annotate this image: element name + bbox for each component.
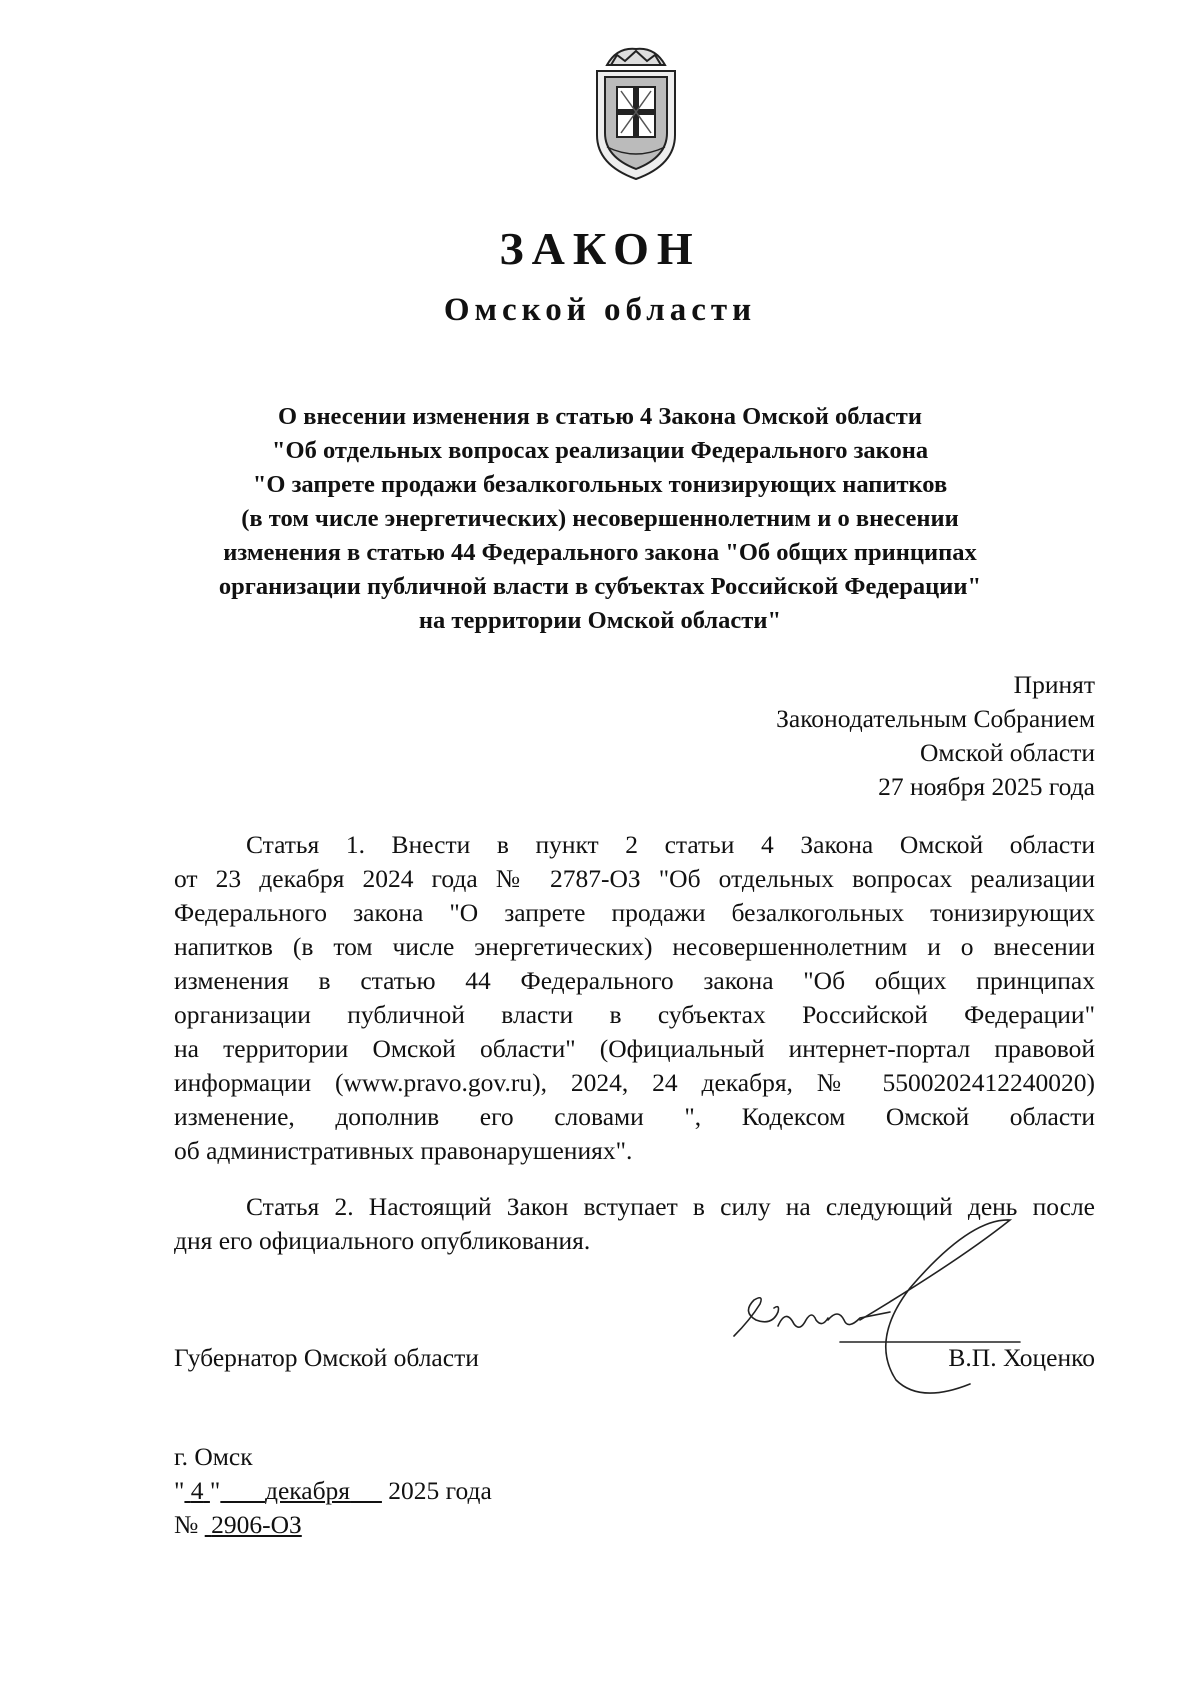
subject-line: (в том числе энергетических) несовершеннолетним и о внесении xyxy=(241,505,959,532)
article-line: Федерального закона "О запрете продажи безалкогольных тонизирующих xyxy=(174,898,1095,927)
signing-date: " 4 " декабря 2025 года xyxy=(174,1476,492,1505)
subject-line: изменения в статью 44 Федерального закона "Об общих принципах xyxy=(223,539,977,566)
article-line: изменения в статью 44 Федерального закона "Об общих принципах xyxy=(174,966,1095,995)
adoption-line: Омской области xyxy=(920,738,1095,767)
adoption-line: Принят xyxy=(1013,670,1095,699)
city: г. Омск xyxy=(174,1442,253,1471)
law-number: № 2906-ОЗ xyxy=(174,1510,302,1539)
handwritten-signature-icon xyxy=(720,1208,1080,1408)
signer-name: В.П. Хоценко xyxy=(948,1343,1095,1372)
article-line: изменение, дополнив его словами ", Кодексом Омской области xyxy=(174,1102,1095,1131)
law-subject xyxy=(195,400,1005,638)
adoption-date: 27 ноября 2025 года xyxy=(878,772,1095,801)
article-line: об административных правонарушениях". xyxy=(174,1136,633,1165)
law-number-value: 2906-ОЗ xyxy=(211,1510,302,1539)
signing-month: декабря xyxy=(264,1476,351,1505)
subject-line: на территории Омской области" xyxy=(418,607,782,634)
place-date-block xyxy=(174,1440,492,1542)
article-line: организации публичной власти в субъектах Российской Федерации" xyxy=(174,1000,1095,1029)
article-line: информации (www.pravo.gov.ru), 2024, 24 декабря, № 5500202412240020) xyxy=(174,1068,1095,1097)
article-line: на территории Омской области" (Официальный интернет-портал правовой xyxy=(174,1034,1095,1063)
signing-year: 2025 года xyxy=(388,1476,492,1505)
subject-line: "Об отдельных вопросах реализации Федерального закона xyxy=(271,437,929,464)
adoption-line: Законодательным Собранием xyxy=(776,704,1095,733)
adoption-block xyxy=(776,668,1095,804)
article-line: Статья 2. Настоящий Закон вступает в силу на следующий день после xyxy=(246,1192,1095,1221)
article-line: Статья 1. Внести в пункт 2 статьи 4 Закона Омской области xyxy=(246,830,1095,859)
article-line: дня его официального опубликования. xyxy=(174,1226,591,1255)
article-line: напитков (в том числе энергетических) несовершеннолетним и о внесении xyxy=(174,932,1095,961)
subject-line: О внесении изменения в статью 4 Закона Омской области xyxy=(278,403,922,430)
article-line: от 23 декабря 2024 года № 2787-ОЗ "Об отдельных вопросах реализации xyxy=(174,864,1095,893)
signing-day: 4 xyxy=(190,1476,204,1505)
law-title: ЗАКОН xyxy=(499,223,701,274)
signer-position: Губернатор Омской области xyxy=(174,1343,479,1372)
subject-line: организации публичной власти в субъектах Российской Федерации" xyxy=(218,573,982,600)
law-region: Омской области xyxy=(443,292,757,328)
coat-of-arms-icon xyxy=(587,43,685,183)
article-1 xyxy=(174,828,1095,1168)
subject-line: "О запрете продажи безалкогольных тонизирующих напитков xyxy=(252,471,948,498)
